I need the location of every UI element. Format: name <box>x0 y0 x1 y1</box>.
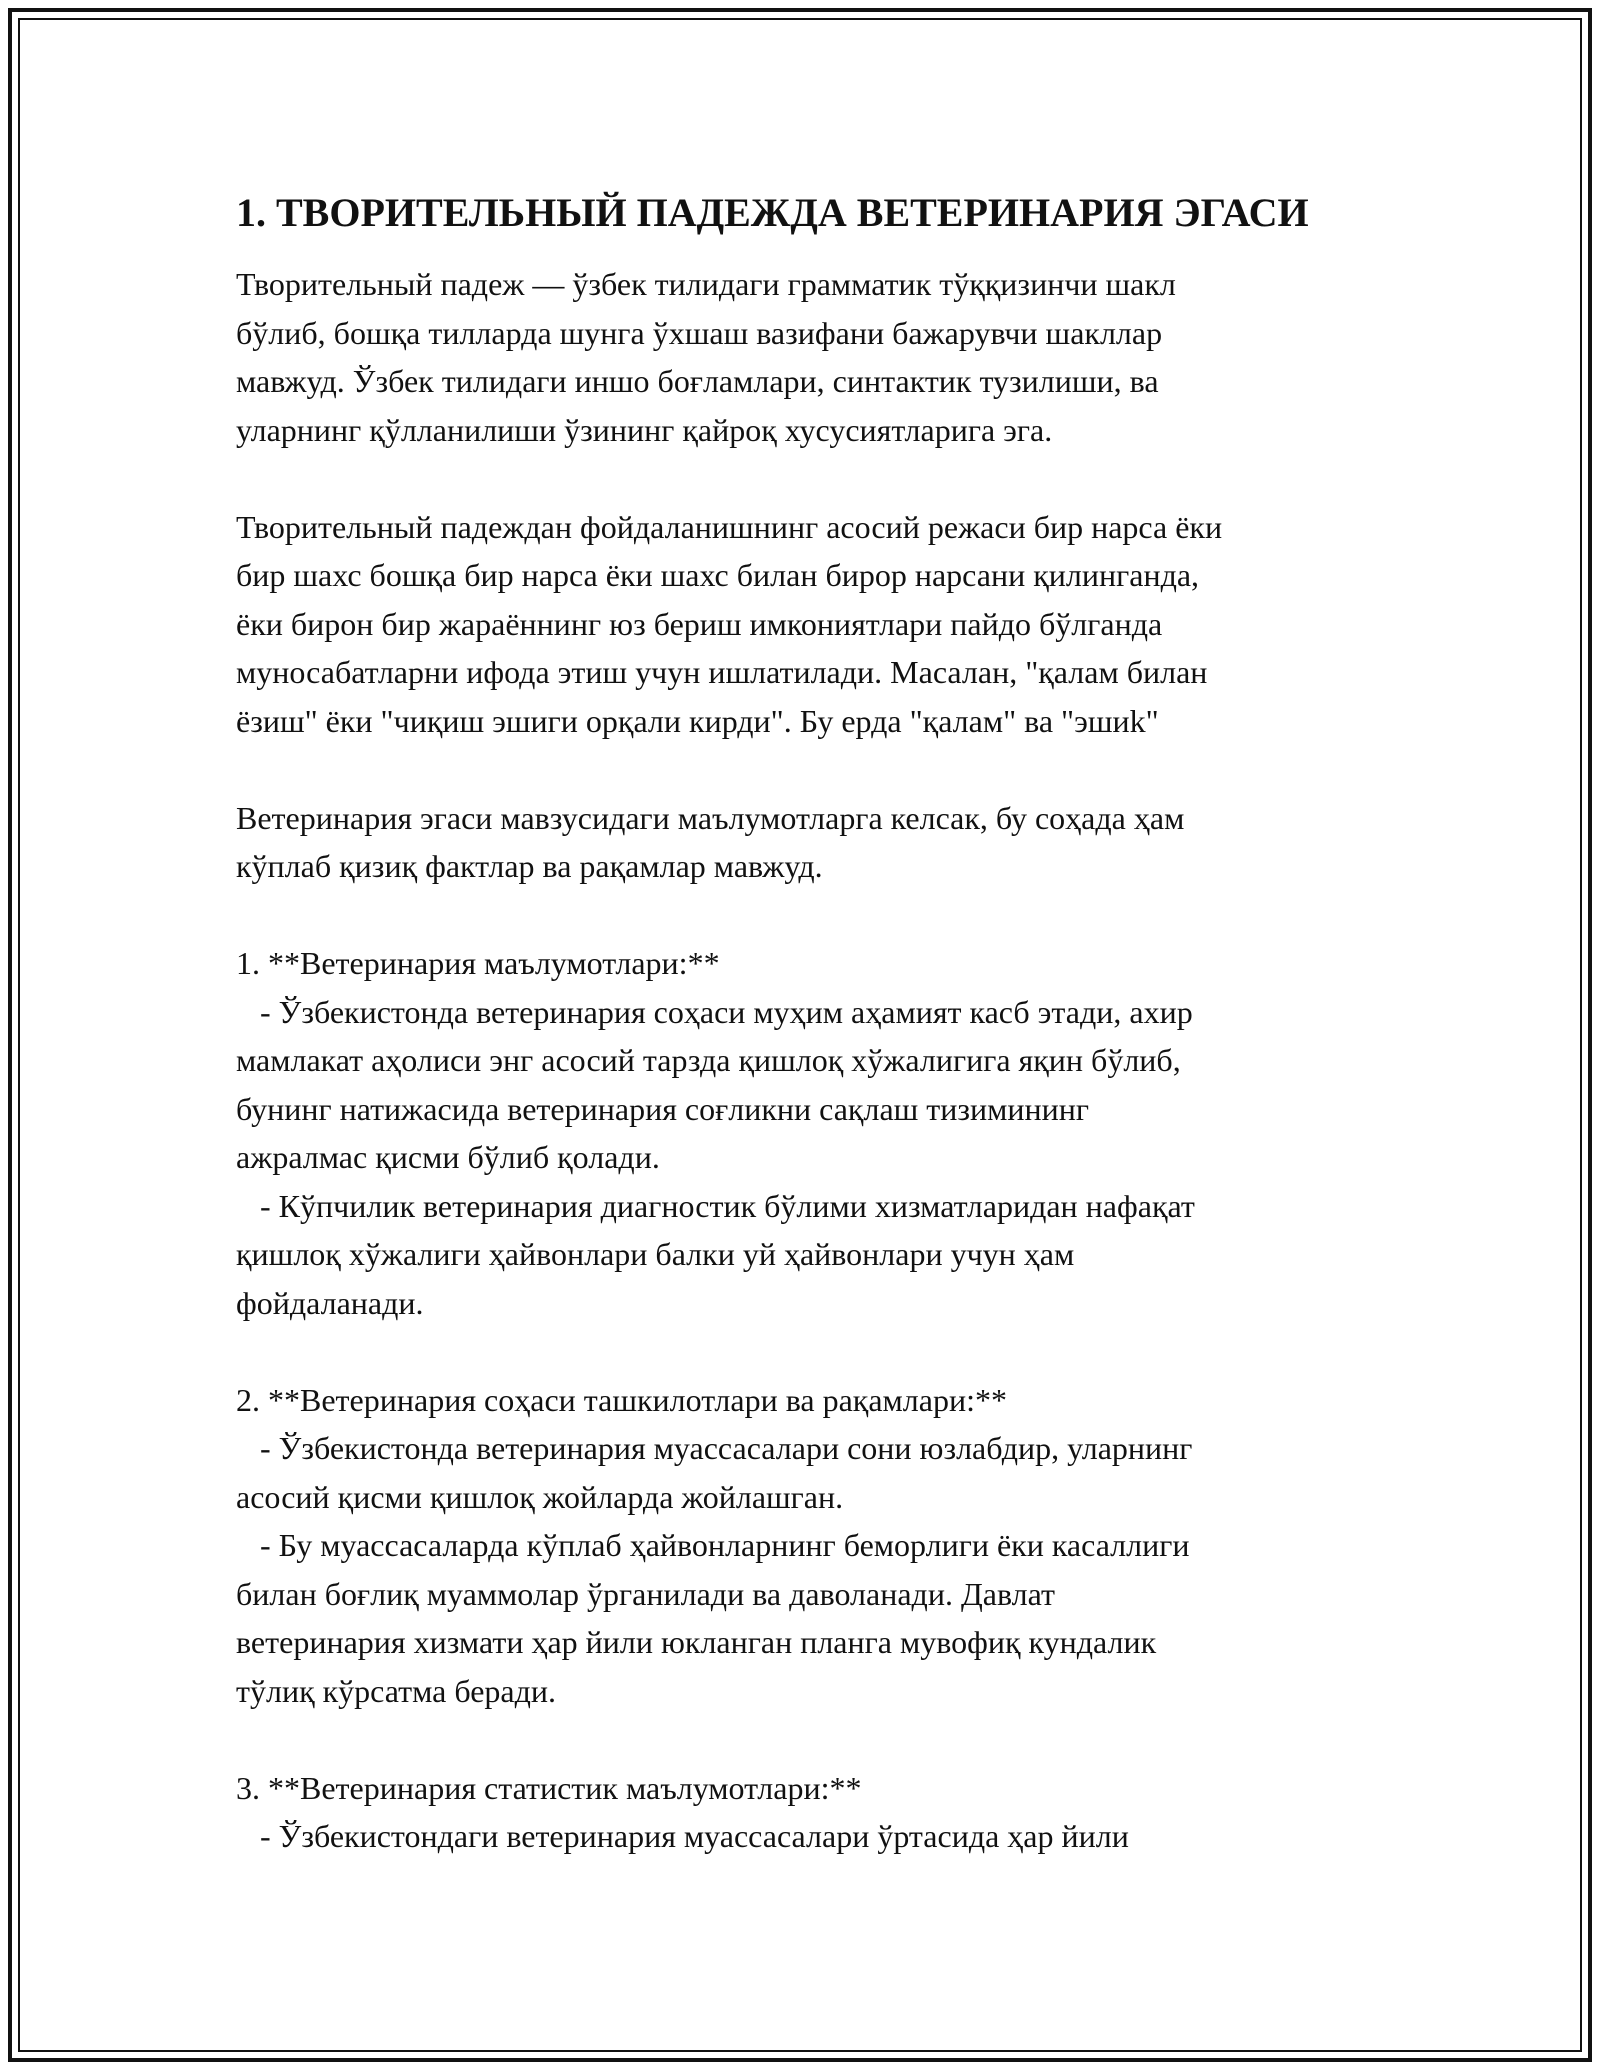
text-line: мамлакат аҳолиси энг асосий тарзда қишлоқ хўжалигига яқин бўлиб, <box>236 1042 1181 1078</box>
text-line: кўплаб қизиқ фактлар ва рақамлар мавжуд. <box>236 848 823 884</box>
list-item-line: - Ўзбекистондаги ветеринария муассасалари ўртасида ҳар йили <box>236 1818 1129 1854</box>
paragraph-gap <box>236 1715 1386 1764</box>
paragraph-gap <box>236 745 1386 794</box>
text-line: асосий қисми қишлоқ жойларда жойлашган. <box>236 1478 844 1515</box>
text-line: ветеринария хизмати ҳар йили юкланган планга мувофиқ кундалик <box>236 1624 1157 1660</box>
list-heading: 2. **Ветеринария соҳаси ташкилотлари ва рақамлари:** <box>236 1381 1007 1418</box>
text-line: мавжуд. Ўзбек тилидаги иншо боғламлари, синтактик тузилиши, ва <box>236 363 1159 399</box>
list-section-2 <box>236 1376 1386 1716</box>
text-line: фойдаланади. <box>236 1284 424 1321</box>
document-title: 1. ТВОРИТЕЛЬНЫЙ ПАДЕЖДА ВЕТЕРИНАРИЯ ЭГАСИ <box>236 190 1309 235</box>
paragraph-gap <box>236 454 1386 503</box>
text-line: бўлиб, бошқа тилларда шунга ўхшаш вазифани бажарувчи шакллар <box>236 314 1163 351</box>
paragraph-usage <box>236 503 1386 746</box>
text-line: билан боғлиқ муаммолар ўрганилади ва даволанади. Давлат <box>236 1575 1055 1612</box>
text-line: қишлоқ хўжалиги ҳайвонлари балки уй ҳайвонлари учун ҳам <box>236 1236 1075 1272</box>
list-heading: 3. **Ветеринария статистик маълумотлари:** <box>236 1769 862 1806</box>
paragraph-veterinary-intro <box>236 794 1386 891</box>
list-item-line: - Ўзбекистонда ветеринария муассасалари сони юзлабдир, уларнинг <box>236 1430 1193 1466</box>
document-body <box>236 186 1386 1861</box>
list-section-1 <box>236 939 1386 1327</box>
paragraph-gap <box>236 1327 1386 1376</box>
text-line: тўлиқ кўрсатма беради. <box>236 1672 557 1709</box>
text-line: ажралмас қисми бўлиб қолади. <box>236 1139 660 1175</box>
text-line: ёки бирон бир жараённинг юз бериш имкониятлари пайдо бўлганда <box>236 605 1163 642</box>
text-line: муносабатларни ифода этиш учун ишлатилади. Масалан, "қалам билан <box>236 654 1208 690</box>
list-item-line: - Кўпчилик ветеринария диагностик бўлими хизматларидан нафақат <box>236 1187 1195 1224</box>
text-line: бир шахс бошқа бир нарса ёки шахс билан бирор нарсани қилинганда, <box>236 557 1200 593</box>
list-item-line: - Ўзбекистонда ветеринария соҳаси муҳим аҳамият касб этади, ахир <box>236 993 1193 1030</box>
list-item-line: - Бу муассасаларда кўплаб ҳайвонларнинг беморлиги ёки касаллиги <box>236 1527 1190 1563</box>
list-section-3 <box>236 1764 1386 1861</box>
text-line: Творительный падеж — ўзбек тилидаги грамматик тўққизинчи шакл <box>236 266 1176 302</box>
paragraph-gap <box>236 891 1386 940</box>
paragraph-intro <box>236 260 1386 454</box>
text-line: Ветеринария эгаси мавзусидаги маълумотларга келсак, бу соҳада ҳам <box>236 799 1185 836</box>
list-heading: 1. **Ветеринария маълумотлари:** <box>236 945 720 981</box>
text-line: Творительный падеждан фойдаланишнинг асосий режаси бир нарса ёки <box>236 508 1223 545</box>
text-line: уларнинг қўлланилиши ўзининг қайроқ хусусиятларига эга. <box>236 411 1053 448</box>
text-line: ёзиш" ёки "чиқиш эшиги орқали кирди". Бу ерда "қалам" ва "эшиk" <box>236 702 1159 739</box>
text-line: бунинг натижасида ветеринария соғликни сақлаш тизимининг <box>236 1090 1090 1127</box>
